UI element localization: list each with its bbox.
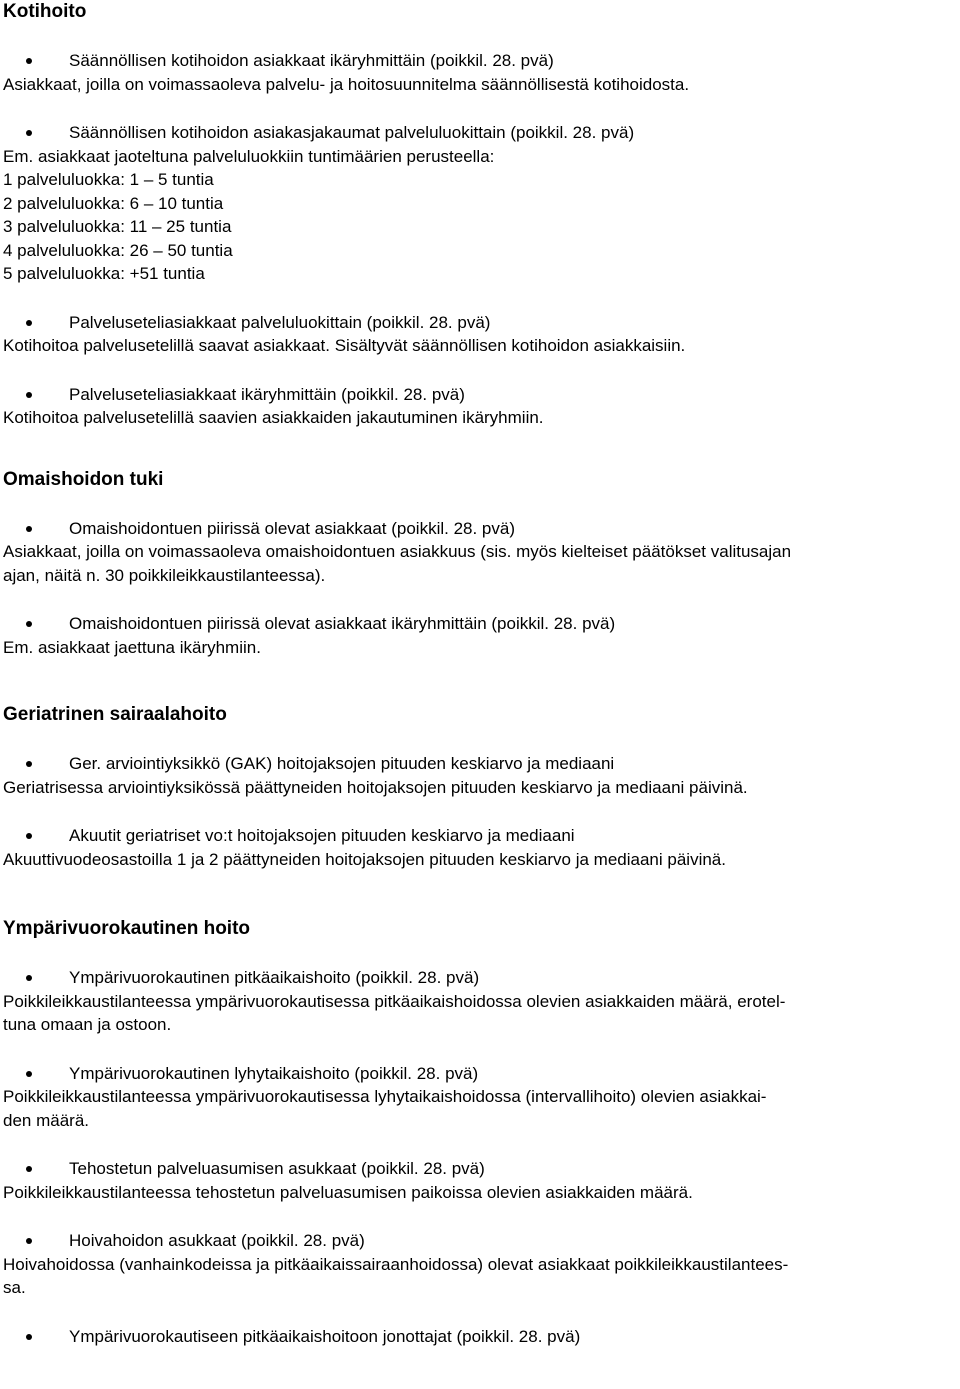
item-title: Akuutit geriatriset vo:t hoitojaksojen pituuden keskiarvo ja mediaani (69, 826, 575, 845)
description-line: 1 palveluluokka: 1 – 5 tuntia (3, 170, 214, 189)
description-line: tuna omaan ja ostoon. (3, 1015, 172, 1034)
bullet-icon (26, 761, 32, 767)
item-description (3, 1181, 960, 1205)
description-line: Poikkileikkaustilanteessa tehostetun palveluasumisen paikoissa olevien asiakkaiden määrä. (3, 1182, 693, 1202)
section-heading: Omaishoidon tuki (3, 468, 164, 490)
description-line: Akuuttivuodeosastoilla 1 ja 2 päättyneiden hoitojaksojen pituuden keskiarvo ja mediaani päivinä. (3, 849, 726, 869)
item-title: Säännöllisen kotihoidon asiakasjakaumat palveluluokittain (poikkil. 28. pvä) (69, 123, 635, 142)
list-item (3, 612, 960, 659)
bullet-icon (26, 1238, 32, 1244)
bullet-icon (26, 1071, 32, 1077)
bullet-icon (26, 1166, 32, 1172)
item-title: Säännöllisen kotihoidon asiakkaat ikäryhmittäin (poikkil. 28. pvä) (69, 51, 554, 70)
bullet-icon (26, 526, 32, 532)
bullet-icon (26, 58, 32, 64)
item-title: Omaishoidontuen piirissä olevat asiakkaat ikäryhmittäin (poikkil. 28. pvä) (69, 614, 616, 633)
item-title: Ympärivuorokautiseen pitkäaikaishoitoon jonottajat (poikkil. 28. pvä) (69, 1326, 581, 1346)
bullet-icon (26, 1334, 32, 1340)
section-omaishoidon-tuki (3, 468, 960, 660)
document-page (3, 0, 960, 1348)
list-item (3, 383, 960, 430)
bullet-icon (26, 130, 32, 136)
list-item (3, 49, 960, 96)
description-line: Poikkileikkaustilanteessa ympärivuorokautisessa pitkäaikaishoidossa olevien asiakkaiden määrä, erotel- (3, 991, 786, 1011)
item-description (3, 1085, 960, 1132)
list-item (3, 1157, 960, 1204)
description-line: sa. (3, 1278, 26, 1297)
bullet-icon (26, 392, 32, 398)
description-line: Poikkileikkaustilanteessa ympärivuorokautisessa lyhytaikaishoidossa (intervallihoito) olevien asiakkai- (3, 1087, 767, 1106)
item-description (3, 145, 960, 286)
bullet-icon (26, 320, 32, 326)
item-title: Hoivahoidon asukkaat (poikkil. 28. pvä) (69, 1231, 365, 1250)
item-title: Tehostetun palveluasumisen asukkaat (poikkil. 28. pvä) (69, 1159, 485, 1178)
list-item (3, 752, 960, 799)
description-line: Em. asiakkaat jaoteltuna palveluluokkiin tuntimäärien perusteella: (3, 146, 495, 166)
item-description (3, 990, 960, 1037)
list-item (3, 121, 960, 286)
item-title: Palveluseteliasiakkaat palveluluokittain (poikkil. 28. pvä) (69, 312, 491, 332)
description-line: 4 palveluluokka: 26 – 50 tuntia (3, 240, 233, 260)
item-title: Ympärivuorokautinen pitkäaikaishoito (poikkil. 28. pvä) (69, 968, 480, 987)
description-line: ajan, näitä n. 30 poikkileikkaustilanteessa). (3, 565, 326, 585)
list-item (3, 1325, 960, 1349)
item-description (3, 1253, 960, 1300)
item-description (3, 73, 960, 97)
item-description (3, 848, 960, 872)
section-heading: Geriatrinen sairaalahoito (3, 704, 227, 725)
section-heading: Kotihoito (3, 1, 87, 22)
description-line: Geriatrisessa arviointiyksikössä päättyneiden hoitojaksojen pituuden keskiarvo ja mediaani päivinä. (3, 777, 748, 797)
description-line: 3 palveluluokka: 11 – 25 tuntia (3, 217, 232, 236)
description-line: Asiakkaat, joilla on voimassaoleva palvelu- ja hoitosuunnitelma säännöllisestä kotihoidosta. (3, 74, 690, 94)
description-line: 2 palveluluokka: 6 – 10 tuntia (3, 193, 224, 213)
section-heading: Ympärivuorokautinen hoito (3, 918, 251, 939)
item-description (3, 334, 960, 358)
item-title: Palveluseteliasiakkaat ikäryhmittäin (poikkil. 28. pvä) (69, 384, 465, 404)
item-description (3, 776, 960, 800)
item-title: Ympärivuorokautinen lyhytaikaishoito (poikkil. 28. pvä) (69, 1063, 479, 1083)
bullet-icon (26, 833, 32, 839)
description-line: den määrä. (3, 1110, 89, 1130)
description-line: Kotihoitoa palvelusetelillä saavat asiakkaat. Sisältyvät säännöllisen kotihoidon asiakkaisiin. (3, 336, 686, 355)
description-line: Hoivahoidossa (vanhainkodeissa ja pitkäaikaissairaanhoidossa) olevat asiakkaat poikkileikkaustilantees- (3, 1254, 789, 1274)
list-item (3, 1062, 960, 1133)
bullet-icon (26, 621, 32, 627)
list-item (3, 1229, 960, 1300)
list-item (3, 966, 960, 1037)
description-line: Kotihoitoa palvelusetelillä saavien asiakkaiden jakautuminen ikäryhmiin. (3, 408, 544, 427)
section-kotihoito (3, 0, 960, 430)
section-ymparivuorokautinen-hoito (3, 917, 960, 1348)
list-item (3, 517, 960, 588)
item-description (3, 406, 960, 430)
description-line: 5 palveluluokka: +51 tuntia (3, 264, 205, 283)
item-description (3, 540, 960, 587)
description-line: Em. asiakkaat jaettuna ikäryhmiin. (3, 637, 261, 657)
item-description (3, 636, 960, 660)
list-item (3, 311, 960, 358)
list-item (3, 824, 960, 871)
description-line: Asiakkaat, joilla on voimassaoleva omaishoidontuen asiakkuus (sis. myös kielteiset päätökset valitusajan (3, 542, 792, 561)
item-title: Omaishoidontuen piirissä olevat asiakkaat (poikkil. 28. pvä) (69, 518, 516, 538)
bullet-icon (26, 975, 32, 981)
section-geriatrinen-sairaalahoito (3, 703, 960, 871)
item-title: Ger. arviointiyksikkö (GAK) hoitojaksojen pituuden keskiarvo ja mediaani (69, 754, 615, 773)
